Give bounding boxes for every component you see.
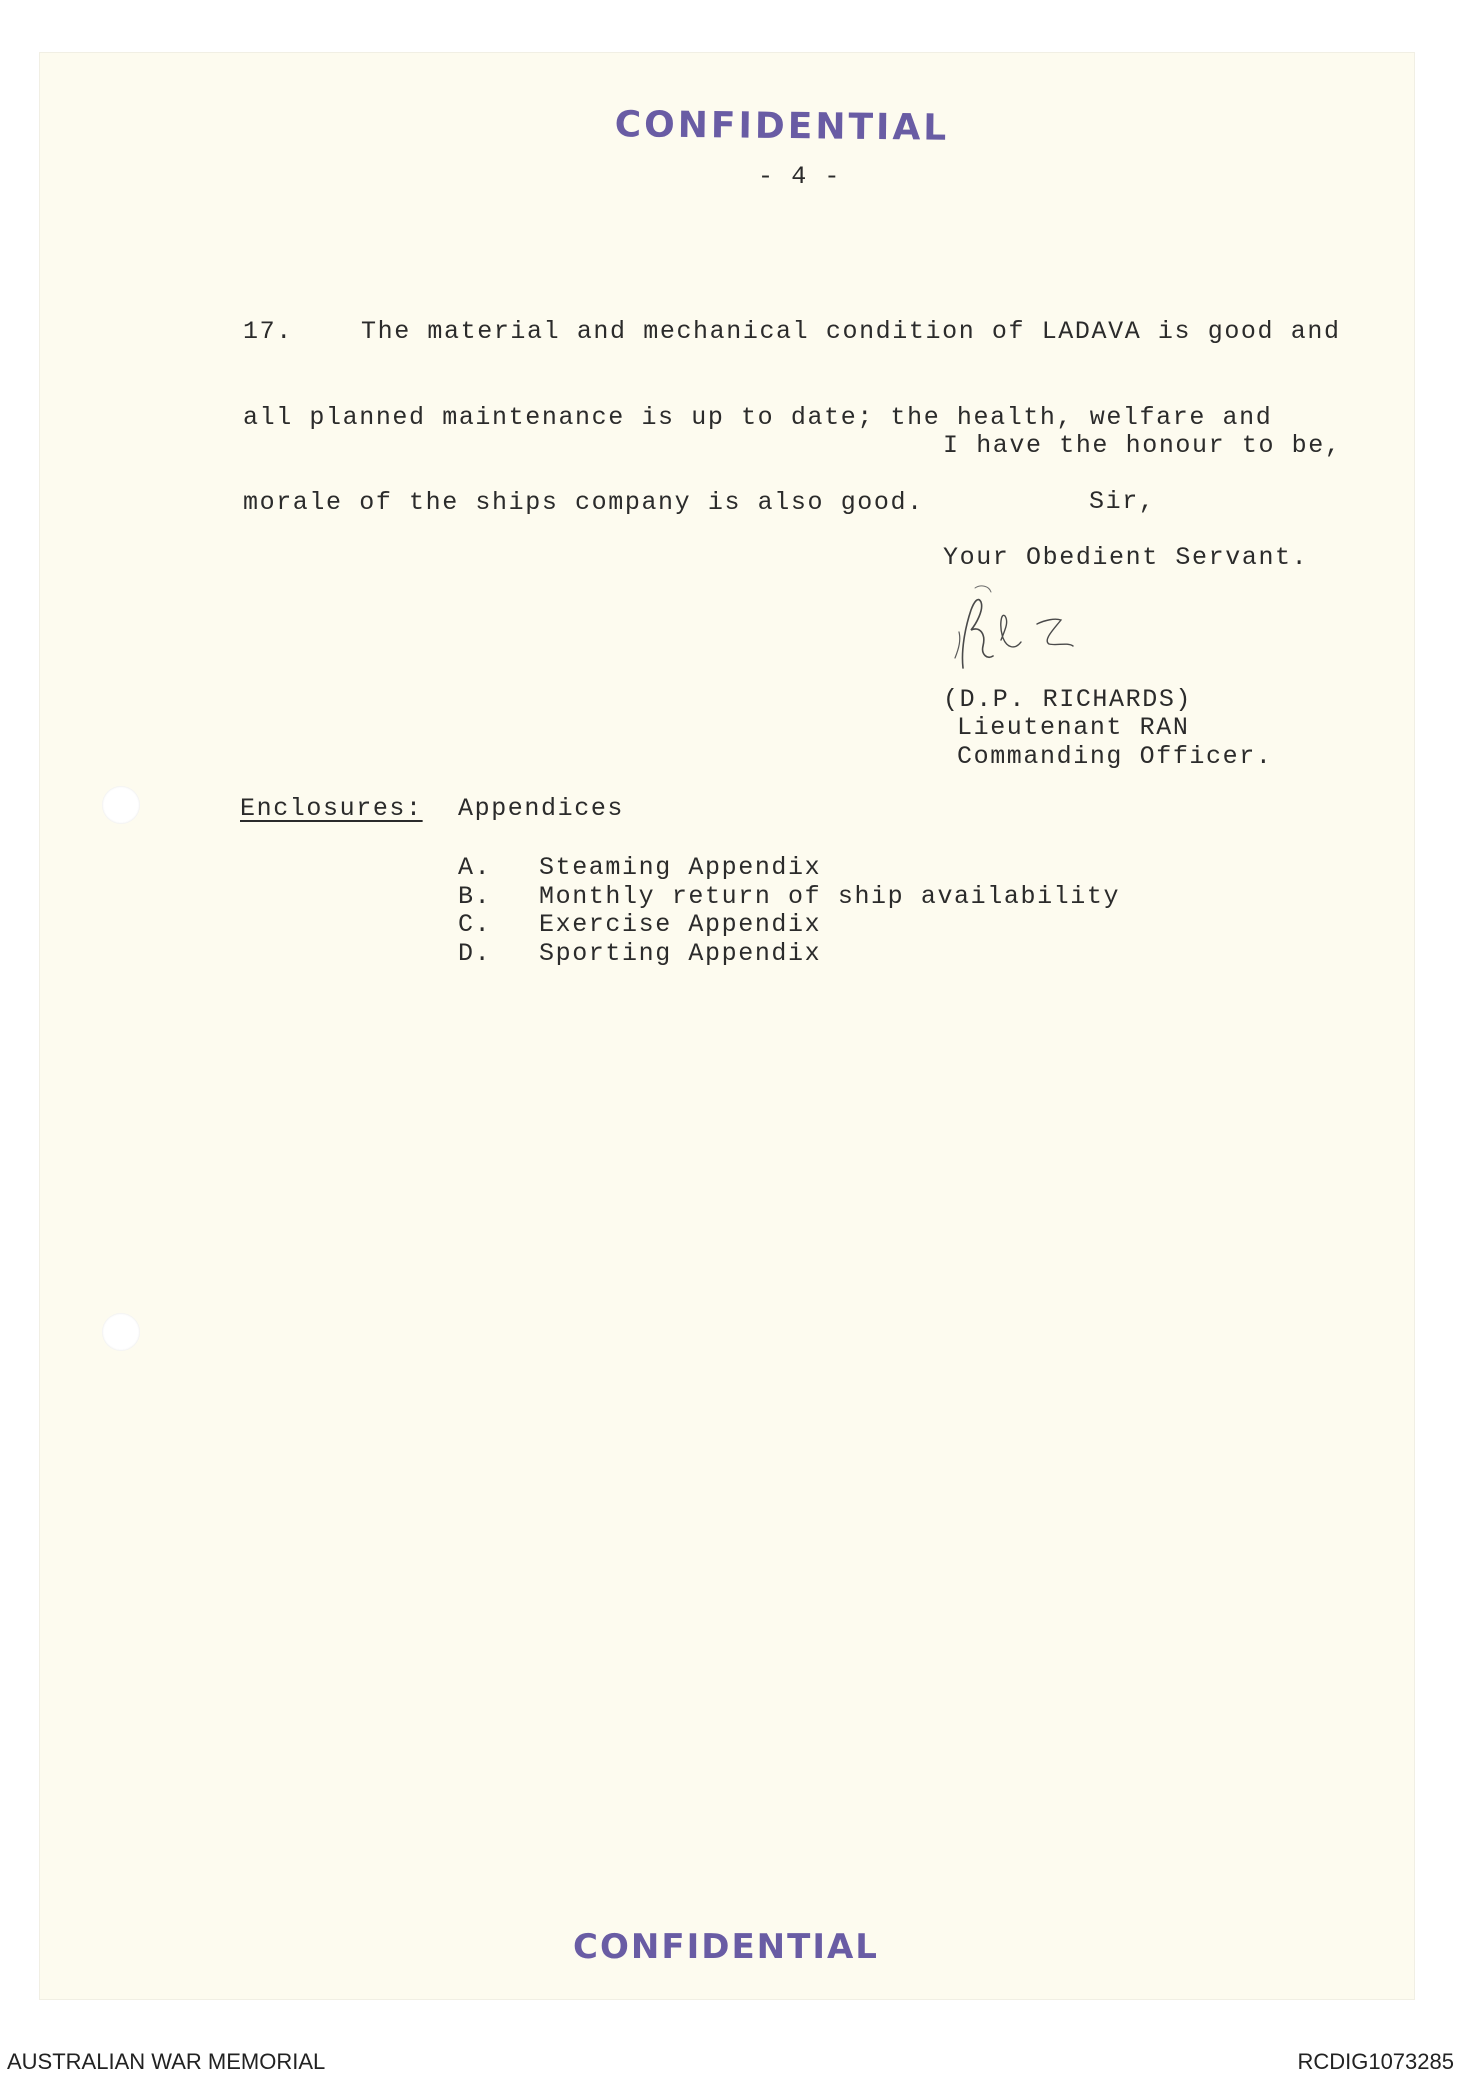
paragraph-line-1-text: The material and mechanical condition of LADAVA is good and — [361, 317, 1341, 346]
list-item-text: Steaming Appendix — [539, 853, 822, 882]
punch-hole — [102, 786, 140, 824]
list-item-letter: A. — [458, 853, 492, 882]
footer-archive-name: AUSTRALIAN WAR MEMORIAL — [7, 2049, 326, 2074]
list-item-text: Exercise Appendix — [539, 910, 822, 940]
list-item — [458, 854, 1120, 883]
enclosures-heading: Appendices — [458, 794, 625, 823]
page-number: - 4 - — [758, 162, 842, 191]
handwritten-signature — [945, 580, 1115, 675]
closing-salutation: Sir, — [1089, 487, 1156, 516]
confidential-stamp-bottom: CONFIDENTIAL — [573, 1927, 879, 1967]
list-item-text: Sporting Appendix — [539, 939, 822, 969]
paragraph-17 — [243, 261, 1341, 575]
enclosures-label: Enclosures: — [240, 794, 423, 823]
closing-servant-line: Your Obedient Servant. — [943, 543, 1309, 572]
paragraph-line-1 — [243, 318, 1341, 347]
list-item-letter: D. — [458, 939, 492, 969]
closing-honour-line: I have the honour to be, — [943, 431, 1342, 460]
confidential-stamp-top: CONFIDENTIAL — [614, 104, 950, 149]
paragraph-line-3: morale of the ships company is also good. — [243, 488, 924, 517]
list-item — [458, 883, 1120, 912]
list-item-letter: B. — [458, 881, 492, 911]
signatory-name: (D.P. RICHARDS) — [943, 685, 1193, 714]
paragraph-line-2: all planned maintenance is up to date; the health, welfare and — [243, 402, 1273, 432]
list-item — [458, 940, 1120, 969]
footer-record-id: RCDIG1073285 — [1297, 2049, 1454, 2074]
list-item-text: Monthly return of ship availability — [539, 881, 1121, 911]
document-page — [40, 53, 1414, 1999]
paragraph-number: 17. — [243, 317, 293, 346]
list-item-letter: C. — [458, 910, 492, 940]
punch-hole — [102, 1313, 140, 1351]
list-item — [458, 911, 1120, 940]
signatory-title: Commanding Officer. — [957, 742, 1273, 771]
signatory-rank: Lieutenant RAN — [957, 713, 1190, 742]
enclosures-list — [458, 854, 1120, 969]
